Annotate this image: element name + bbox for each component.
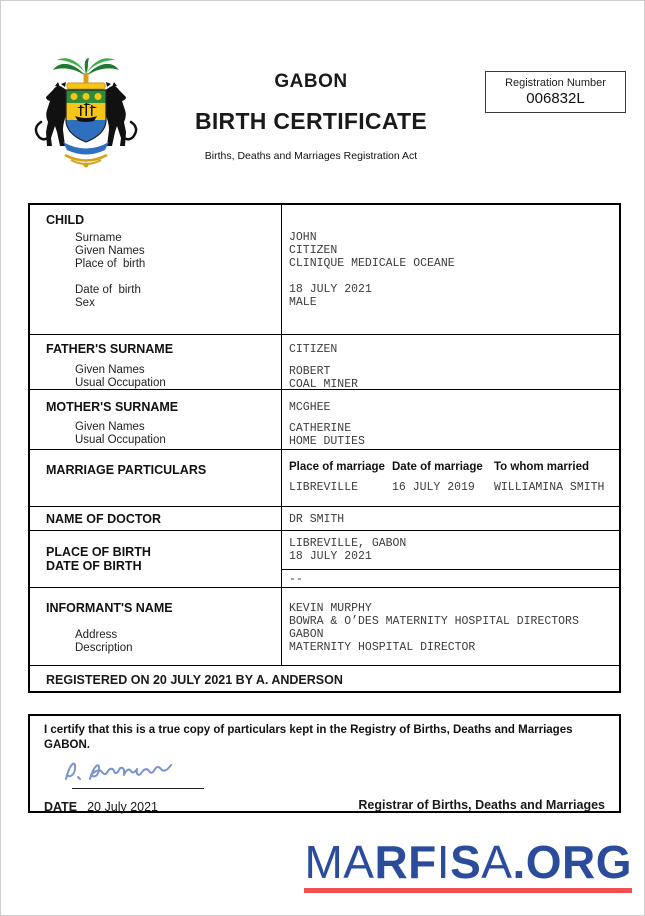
certify-statement: I certify that this is a true copy of particulars kept in the Registry of Births, Deaths and Marriages GABON.	[44, 724, 573, 751]
row-child	[30, 205, 619, 335]
title-block	[151, 71, 471, 162]
certification-box	[28, 714, 621, 813]
label-informant-description: Description	[75, 642, 133, 654]
column-date-of-marriage: Date of marriage	[392, 461, 483, 473]
value-informant-organisation: BOWRA & O’DES MATERNITY HOSPITAL DIRECTORS	[289, 615, 579, 628]
signature-line	[72, 788, 204, 789]
value-informant-name: KEVIN MURPHY	[289, 602, 372, 615]
registration-number-label: Registration Number	[505, 77, 606, 89]
marfisa-logo	[304, 836, 632, 893]
section-title-marriage: MARRIAGE PARTICULARS	[46, 463, 207, 477]
value-mother-surname: MCGHEE	[289, 401, 331, 414]
section-title-doctor: NAME OF DOCTOR	[46, 512, 162, 526]
column-place-of-marriage: Place of marriage	[289, 461, 385, 473]
section-title-place-of-birth: PLACE OF BIRTH	[46, 545, 151, 559]
label-father-occupation: Usual Occupation	[75, 377, 166, 389]
section-title-date-of-birth: DATE OF BIRTH	[46, 559, 142, 573]
logo-part: I	[436, 836, 451, 888]
label-child-place-of-birth: Place of birth	[75, 258, 146, 270]
label-child-surname: Surname	[75, 232, 122, 244]
row-registered	[30, 666, 619, 691]
value-doctor: DR SMITH	[289, 513, 345, 526]
logo-part: S	[450, 836, 482, 888]
value-informant-address: GABON	[289, 628, 324, 641]
value-child-sex: MALE	[289, 296, 317, 309]
registration-number-box	[485, 71, 626, 113]
marfisa-logo-text	[304, 836, 632, 888]
date-value: 20 July 2021	[87, 800, 158, 814]
blue-ribbon	[63, 142, 109, 155]
date-label: DATE	[44, 800, 78, 814]
section-title-mother: MOTHER'S SURNAME	[46, 400, 179, 414]
value-date-of-birth: 18 JULY 2021	[289, 550, 372, 563]
cert-date	[44, 798, 158, 816]
value-father-occupation: COAL MINER	[289, 378, 359, 391]
value-father-surname: CITIZEN	[289, 343, 338, 356]
section-title-child: CHILD	[46, 213, 85, 227]
okoume-tree-icon	[53, 58, 119, 85]
signature-icon	[58, 755, 208, 787]
label-child-given-names: Given Names	[75, 245, 145, 257]
gabon-coat-of-arms-icon	[31, 57, 141, 171]
section-title-informant: INFORMANT'S NAME	[46, 601, 173, 615]
label-informant-address: Address	[75, 629, 118, 641]
label-father-given-names: Given Names	[75, 364, 145, 376]
shield-icon	[66, 90, 106, 142]
row-father	[30, 335, 619, 390]
logo-part: MA	[304, 836, 375, 888]
row-place-date-of-birth	[30, 531, 619, 588]
value-father-given-names: ROBERT	[289, 365, 331, 378]
value-place-of-birth: LIBREVILLE, GABON	[289, 537, 407, 550]
country-title: GABON	[274, 71, 348, 92]
registrar-signature	[58, 755, 208, 789]
registrar-title: Registrar of Births, Deaths and Marriages	[358, 798, 605, 812]
column-to-whom-married: To whom married	[494, 461, 589, 473]
act-subtitle: Births, Deaths and Marriages Registration Act	[204, 150, 418, 162]
value-child-date-of-birth: 18 JULY 2021	[289, 283, 372, 296]
value-child-given-names: CITIZEN	[289, 244, 338, 257]
row-doctor	[30, 507, 619, 531]
row-mother	[30, 390, 619, 450]
section-title-father: FATHER'S SURNAME	[46, 342, 174, 356]
value-place-of-marriage: LIBREVILLE	[289, 481, 359, 494]
registration-number-value: 006832L	[526, 90, 585, 107]
value-informant-description: MATERNITY HOSPITAL DIRECTOR	[289, 641, 476, 654]
value-child-place-of-birth: CLINIQUE MEDICALE OCEANE	[289, 257, 455, 270]
value-to-whom-married: WILLIAMINA SMITH	[494, 481, 605, 494]
label-child-date-of-birth: Date of birth	[75, 284, 141, 296]
value-date-of-marriage: 16 JULY 2019	[392, 481, 475, 494]
logo-part: .ORG	[512, 836, 632, 888]
registered-statement: REGISTERED ON 20 JULY 2021 BY A. ANDERSON	[46, 673, 343, 687]
value-mother-given-names: CATHERINE	[289, 422, 352, 435]
document-title: BIRTH CERTIFICATE	[194, 108, 428, 134]
row-informant	[30, 588, 619, 666]
row-marriage	[30, 450, 619, 507]
label-mother-occupation: Usual Occupation	[75, 434, 166, 446]
certificate-table	[28, 203, 621, 693]
value-child-surname: JOHN	[289, 231, 317, 244]
logo-part: RF	[374, 836, 437, 888]
gold-banner	[67, 83, 105, 89]
label-child-sex: Sex	[75, 297, 95, 309]
value-birth-note: --	[289, 573, 303, 586]
value-mother-occupation: HOME DUTIES	[289, 435, 365, 448]
logo-part: A	[481, 836, 513, 888]
logo-red-underline	[304, 888, 632, 893]
label-mother-given-names: Given Names	[75, 421, 145, 433]
